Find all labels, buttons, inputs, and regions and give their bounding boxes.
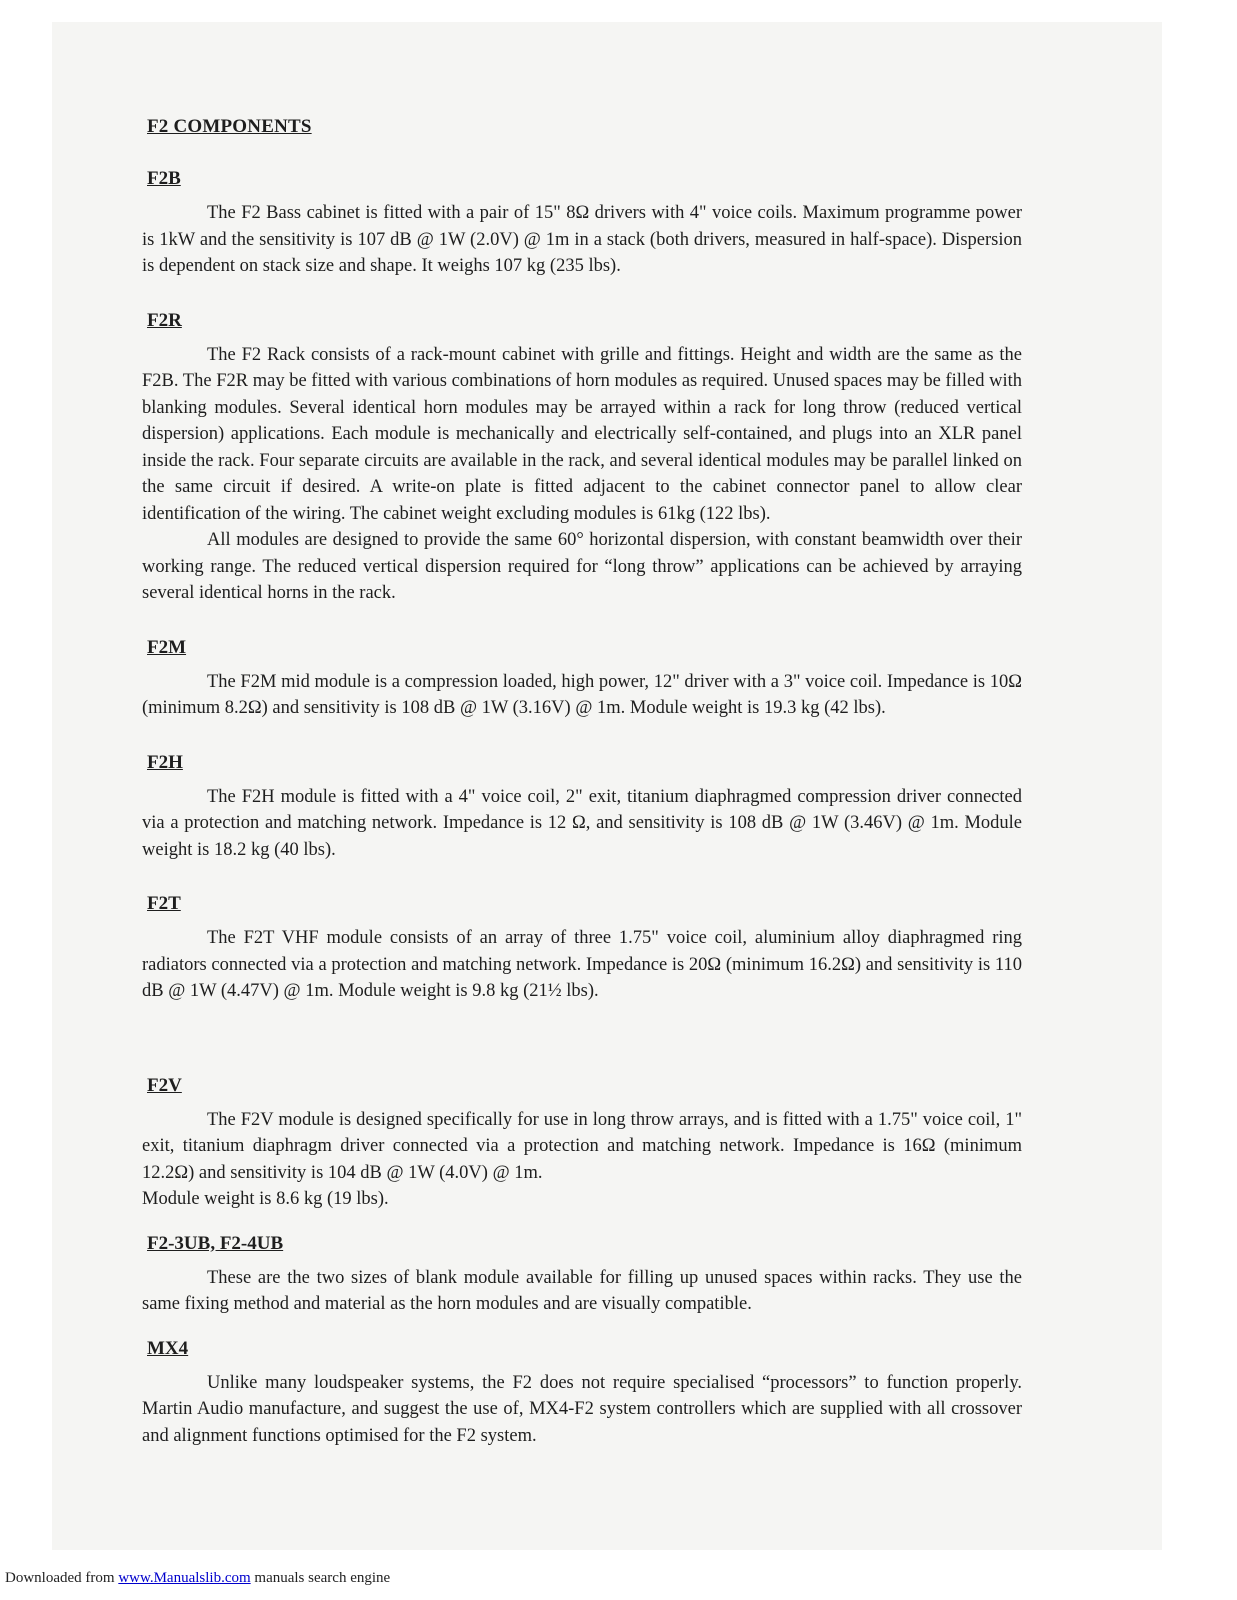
- section-heading: F2M: [147, 636, 187, 658]
- section-f2m: [142, 637, 1022, 722]
- manualslib-link[interactable]: www.Manualslib.com: [118, 1570, 251, 1586]
- paragraph: The F2V module is designed specifically for use in long throw arrays, and is fitted with a 1.75" voice coil, 1" exit, titanium diaphragm driver connected via a protection and matching network. Impedance is 16Ω (minimum 12.2Ω) and sensitivity is 104 dB @ 1W (4.0V) @ 1m.: [142, 1109, 1022, 1183]
- paragraph: The F2M mid module is a compression loaded, high power, 12" driver with a 3" voice coil. Impedance is 10Ω (minimum 8.2Ω) and sensitivity is 108 dB @ 1W (3.16V) @ 1m. Module weight is 19.3 kg (42 lbs).: [142, 671, 1022, 718]
- page-title: F2 COMPONENTS: [147, 116, 312, 137]
- section-heading: F2T: [147, 893, 181, 914]
- section-heading: F2V: [147, 1074, 182, 1096]
- section-mx4: [142, 1338, 1022, 1450]
- document-page: [52, 22, 1162, 1550]
- section-f2b: [142, 168, 1022, 280]
- section-f2r: [142, 310, 1022, 607]
- footer-prefix: Downloaded from: [5, 1570, 119, 1586]
- paragraph-tail: Module weight is 8.6 kg (19 lbs).: [142, 1189, 389, 1209]
- section-f2v: [142, 1075, 1022, 1213]
- paragraph: These are the two sizes of blank module available for filling up unused spaces within racks. They use the same fixing method and material as the horn modules and are visually compatible.: [142, 1267, 1022, 1314]
- paragraph: The F2T VHF module consists of an array of three 1.75" voice coil, aluminium alloy diaphragmed ring radiators connected via a protection and matching network. Impedance is 20Ω (minimum 16.2Ω) and sensitivity is 110 dB @ 1W (4.47V) @ 1m. Module weight is 9.8 kg (21½ lbs).: [142, 928, 1022, 1001]
- section-f2t: [142, 893, 1022, 1005]
- section-heading: F2-3UB, F2-4UB: [147, 1232, 284, 1254]
- paragraph: The F2H module is fitted with a 4" voice coil, 2" exit, titanium diaphragmed compression driver connected via a protection and matching network. Impedance is 12 Ω, and sensitivity is 108 dB @ 1W (3.46V) @ 1m. Module weight is 18.2 kg (40 lbs).: [142, 786, 1022, 860]
- document-content: [142, 116, 1022, 1449]
- section-f2-blank: [142, 1233, 1022, 1318]
- section-heading: F2R: [147, 309, 182, 331]
- footer-suffix: manuals search engine: [250, 1570, 391, 1586]
- paragraph: The F2 Bass cabinet is fitted with a pair of 15" 8Ω drivers with 4" voice coils. Maximum programme power is 1kW and the sensitivity is 107 dB @ 1W (2.0V) @ 1m in a stack (both drivers, measured in half-space). Dispersion is dependent on stack size and shape. It weighs 107 kg (235 lbs).: [142, 203, 1022, 276]
- paragraph: All modules are designed to provide the same 60° horizontal dispersion, with constant beamwidth over their working range. The reduced vertical dispersion required for “long throw” applications can be achieved by arraying several identical horns in the rack.: [142, 530, 1022, 603]
- section-heading: F2H: [147, 751, 183, 773]
- download-footer: [5, 1570, 390, 1587]
- section-heading: MX4: [147, 1337, 189, 1359]
- section-heading: F2B: [147, 168, 181, 189]
- section-f2h: [142, 752, 1022, 864]
- paragraph: The F2 Rack consists of a rack-mount cabinet with grille and fittings. Height and width are the same as the F2B. The F2R may be fitted with various combinations of horn modules as required. Unused spaces may be filled with blanking modules. Several identical horn modules may be arrayed within a rack for long throw (reduced vertical dispersion) applications. Each module is mechanically and electrically self-contained, and plugs into an XLR panel inside the rack. Four separate circuits are available in the rack, and several identical modules may be parallel linked on the same circuit if desired. A write-on plate is fitted adjacent to the cabinet connector panel to allow clear identification of the wiring. The cabinet weight excluding modules is 61kg (122 lbs).: [142, 344, 1022, 524]
- paragraph: Unlike many loudspeaker systems, the F2 does not require specialised “processors” to function properly. Martin Audio manufacture, and suggest the use of, MX4-F2 system controllers which are supplied with all crossover and alignment functions optimised for the F2 system.: [142, 1372, 1022, 1446]
